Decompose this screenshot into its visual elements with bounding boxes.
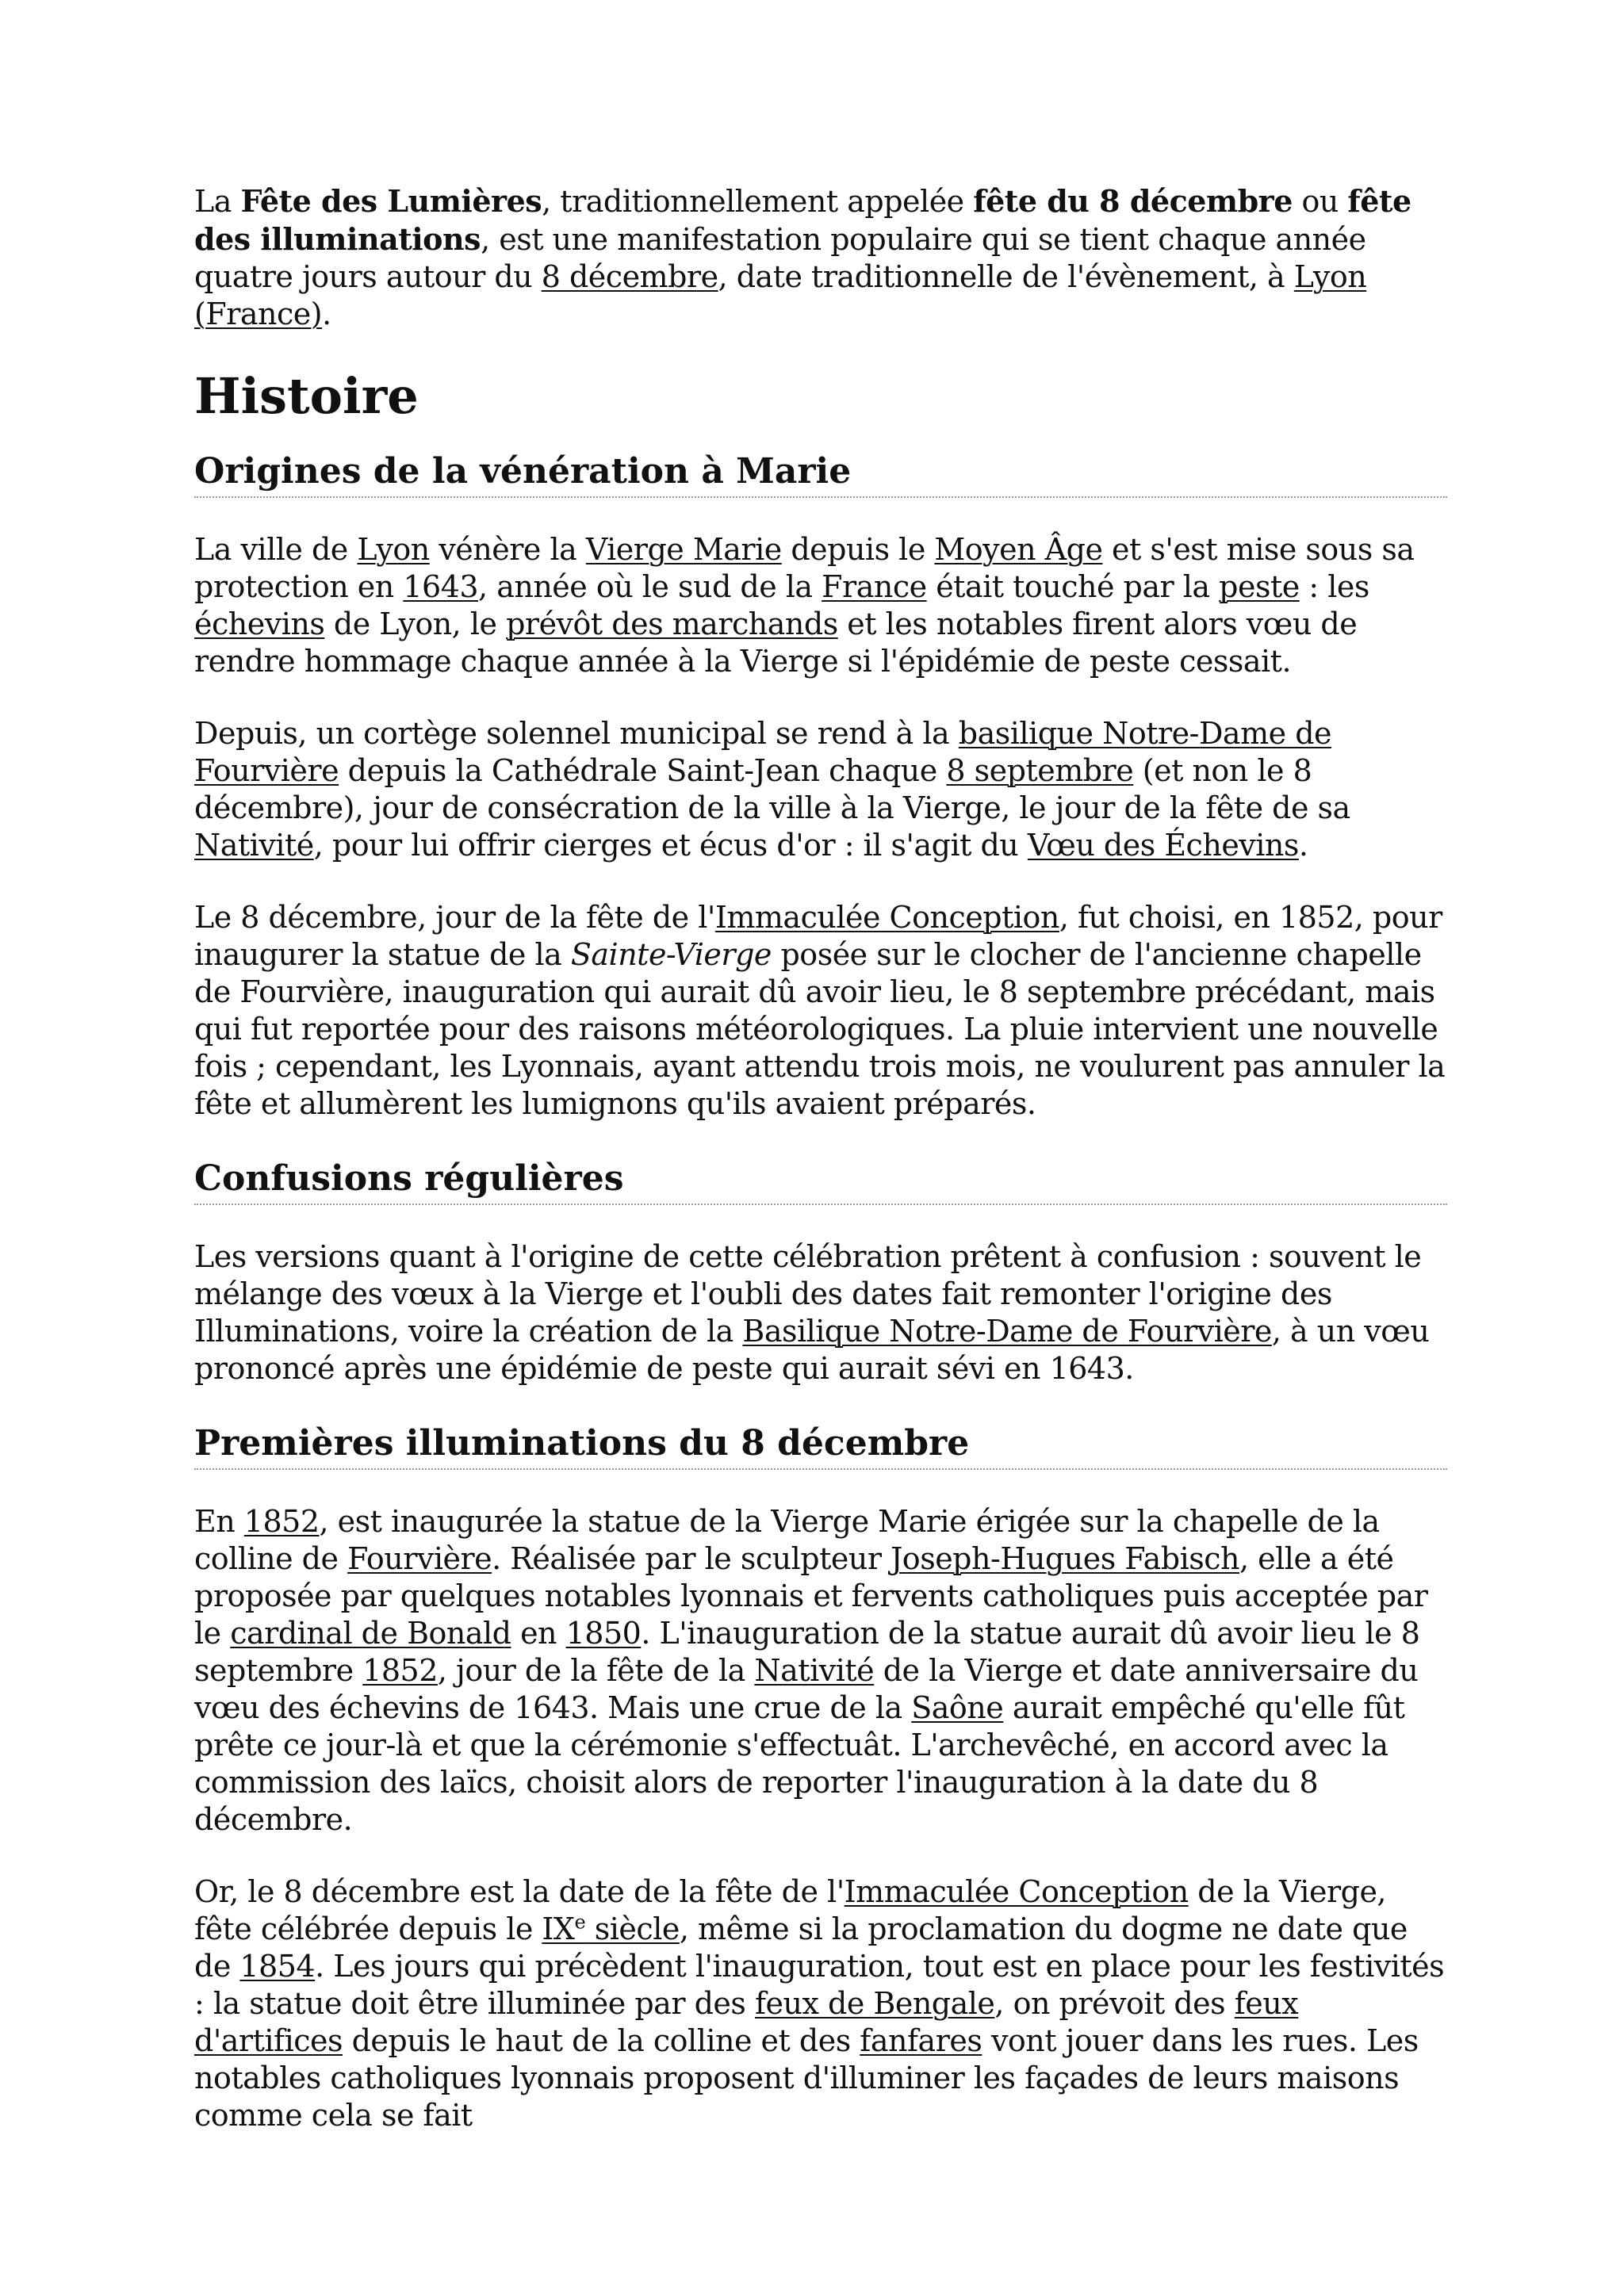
link-1643[interactable]: 1643 [403, 569, 479, 604]
text: de la Vierge, fête célébrée depuis le [194, 1874, 1387, 1946]
link-vierge-marie[interactable]: Vierge Marie [585, 532, 782, 567]
link-lyon[interactable]: Lyon [357, 532, 430, 567]
link-basilique-fourviere[interactable]: basilique Notre-Dame de Fourvière [194, 716, 1332, 788]
text: , même si la proclamation du dogme ne date que de [194, 1911, 1408, 1984]
text: IX [542, 1911, 575, 1946]
link-lyon[interactable]: Lyon [1293, 259, 1367, 294]
link-1854[interactable]: 1854 [239, 1949, 316, 1984]
link-1852[interactable]: 1852 [243, 1504, 320, 1539]
heading-premieres-illuminations: Premières illuminations du 8 décembre [194, 1422, 1447, 1470]
link-feux-de-bengale[interactable]: feux de Bengale [754, 1986, 995, 2021]
text: , on prévoit des [994, 1986, 1235, 2021]
text: . [322, 297, 331, 331]
text: aurait empêché qu'elle fût prête ce jour-là et que la cérémonie s'effectuât. L'archevêché, en accord avec la commission des laïcs, choisit alors de reporter l'inauguration à la date du 8 décembre. [194, 1690, 1405, 1837]
text: depuis le [781, 532, 935, 567]
text: , date traditionnelle de l'évènement, à [718, 259, 1294, 294]
link-nativite[interactable]: Nativité [754, 1653, 875, 1688]
link-8-decembre[interactable]: 8 décembre [541, 259, 718, 294]
superscript: e [574, 1911, 586, 1934]
text: était touché par la [926, 569, 1220, 604]
link-1850[interactable]: 1850 [565, 1616, 642, 1651]
text: vénère la [429, 532, 586, 567]
text: Depuis, un cortège solennel municipal se rend à la [194, 716, 959, 751]
link-ix-siecle[interactable] [542, 1911, 679, 1946]
text: . Les jours qui précèdent l'inauguration, tout est en place pour les festivités : la statue doit être illuminée par des [194, 1949, 1445, 2021]
link-8-septembre[interactable]: 8 septembre [946, 753, 1134, 788]
text: posée sur le clocher de l'ancienne chapelle de Fourvière, inauguration qui aurait dû avoir lieu, le 8 septembre précédant, mais qui fut reportée pour des raisons météorologiques. La pluie intervient une nouvelle fois ; cependant, les Lyonnais, ayant attendu trois mois, ne voulurent pas annuler la fête et allumèrent les lumignons qu'ils avaient préparés. [194, 937, 1446, 1121]
text: depuis la Cathédrale Saint-Jean chaque [339, 753, 947, 788]
text: ou [1292, 184, 1348, 219]
link-moyen-age[interactable]: Moyen Âge [934, 532, 1103, 567]
link-1852[interactable]: 1852 [362, 1653, 438, 1688]
link-saone[interactable]: Saône [911, 1690, 1004, 1725]
link-echevins[interactable]: échevins [194, 607, 325, 641]
intro-paragraph [194, 182, 1447, 333]
link-france[interactable]: (France) [194, 297, 323, 331]
link-prevot-des-marchands[interactable]: prévôt des marchands [506, 607, 838, 641]
text: , est une manifestation populaire qui se tient chaque année quatre jours autour du [194, 222, 1366, 294]
text: , traditionnellement appelée [542, 184, 974, 219]
text: . [1298, 828, 1308, 863]
link-fourviere[interactable]: Fourvière [347, 1541, 492, 1576]
text: , à un vœu prononcé après une épidémie de peste qui aurait sévi en 1643. [194, 1314, 1430, 1386]
heading-histoire: Histoire [194, 367, 419, 425]
paragraph-confusions [194, 1238, 1447, 1387]
text: En [194, 1504, 244, 1539]
text: La [194, 184, 241, 219]
link-peste[interactable]: peste [1219, 569, 1300, 604]
text: siècle [585, 1911, 680, 1946]
bold-term: fête des illuminations [194, 183, 1411, 257]
paragraph-illuminations-2 [194, 1873, 1447, 2134]
text: , elle a été proposée par quelques notables lyonnais et fervents catholiques puis acceptée par le [194, 1541, 1428, 1651]
link-feux-d-artifices[interactable]: feux d'artifices [194, 1986, 1299, 2058]
bold-term: fête du 8 décembre [973, 183, 1293, 219]
link-fanfares[interactable]: fanfares [860, 2023, 982, 2058]
text: Or, le 8 décembre est la date de la fête de l' [194, 1874, 845, 1909]
text: depuis le haut de la colline et des [343, 2023, 860, 2058]
paragraph-origines-2 [194, 715, 1447, 864]
link-nativite[interactable]: Nativité [194, 828, 314, 863]
link-fabisch[interactable]: Joseph-Hugues Fabisch [891, 1541, 1239, 1576]
heading-origines: Origines de la vénération à Marie [194, 450, 1447, 498]
text: , pour lui offrir cierges et écus d'or : il s'agit du [313, 828, 1028, 863]
bold-term: Fête des Lumières [240, 183, 542, 219]
link-france[interactable]: France [822, 569, 927, 604]
link-voeu-des-echevins[interactable]: Vœu des Échevins [1027, 828, 1299, 863]
paragraph-origines-1 [194, 531, 1447, 680]
text: , fut choisi, en 1852, pour inaugurer la statue de la [194, 900, 1442, 972]
text: , jour de la fête de la [437, 1653, 755, 1688]
text: : les [1299, 569, 1369, 604]
paragraph-illuminations-1 [194, 1503, 1447, 1839]
text: Les versions quant à l'origine de cette célébration prêtent à confusion : souvent le mélange des vœux à la Vierge et l'oubli des dates fait remonter l'origine des Illuminations, voire la création de la [194, 1239, 1422, 1349]
link-immaculee-conception[interactable]: Immaculée Conception [844, 1874, 1189, 1909]
link-basilique-fourviere[interactable]: Basilique Notre-Dame de Fourvière [742, 1314, 1272, 1349]
link-immaculee-conception[interactable]: Immaculée Conception [714, 900, 1059, 935]
text: La ville de [194, 532, 358, 567]
text: Le 8 décembre, jour de la fête de l' [194, 900, 715, 935]
article-page [194, 182, 1447, 2169]
link-cardinal-de-bonald[interactable]: cardinal de Bonald [230, 1616, 511, 1651]
paragraph-origines-3 [194, 899, 1447, 1123]
italic-term: Sainte-Vierge [570, 937, 772, 972]
heading-confusions: Confusions régulières [194, 1158, 1447, 1205]
text: , année où le sud de la [478, 569, 822, 604]
text: de la Vierge et date anniversaire du vœu des échevins de 1643. Mais une crue de la [194, 1653, 1419, 1725]
text: en [511, 1616, 566, 1651]
text: et les notables firent alors vœu de rendre hommage chaque année à la Vierge si l'épidémie de peste cessait. [194, 607, 1358, 679]
text: de Lyon, le [324, 607, 507, 641]
text: . Réalisée par le sculpteur [492, 1541, 891, 1576]
text: , est inaugurée la statue de la Vierge Marie érigée sur la chapelle de la colline de [194, 1504, 1380, 1576]
text: et s'est mise sous sa protection en [194, 532, 1415, 604]
text: (et non le 8 décembre), jour de consécration de la ville à la Vierge, le jour de la fête de sa [194, 753, 1350, 825]
text: . L'inauguration de la statue aurait dû avoir lieu le 8 septembre [194, 1616, 1420, 1688]
text: vont jouer dans les rues. Les notables catholiques lyonnais proposent d'illuminer les façades de leurs maisons comme cela se fait [194, 2023, 1419, 2133]
